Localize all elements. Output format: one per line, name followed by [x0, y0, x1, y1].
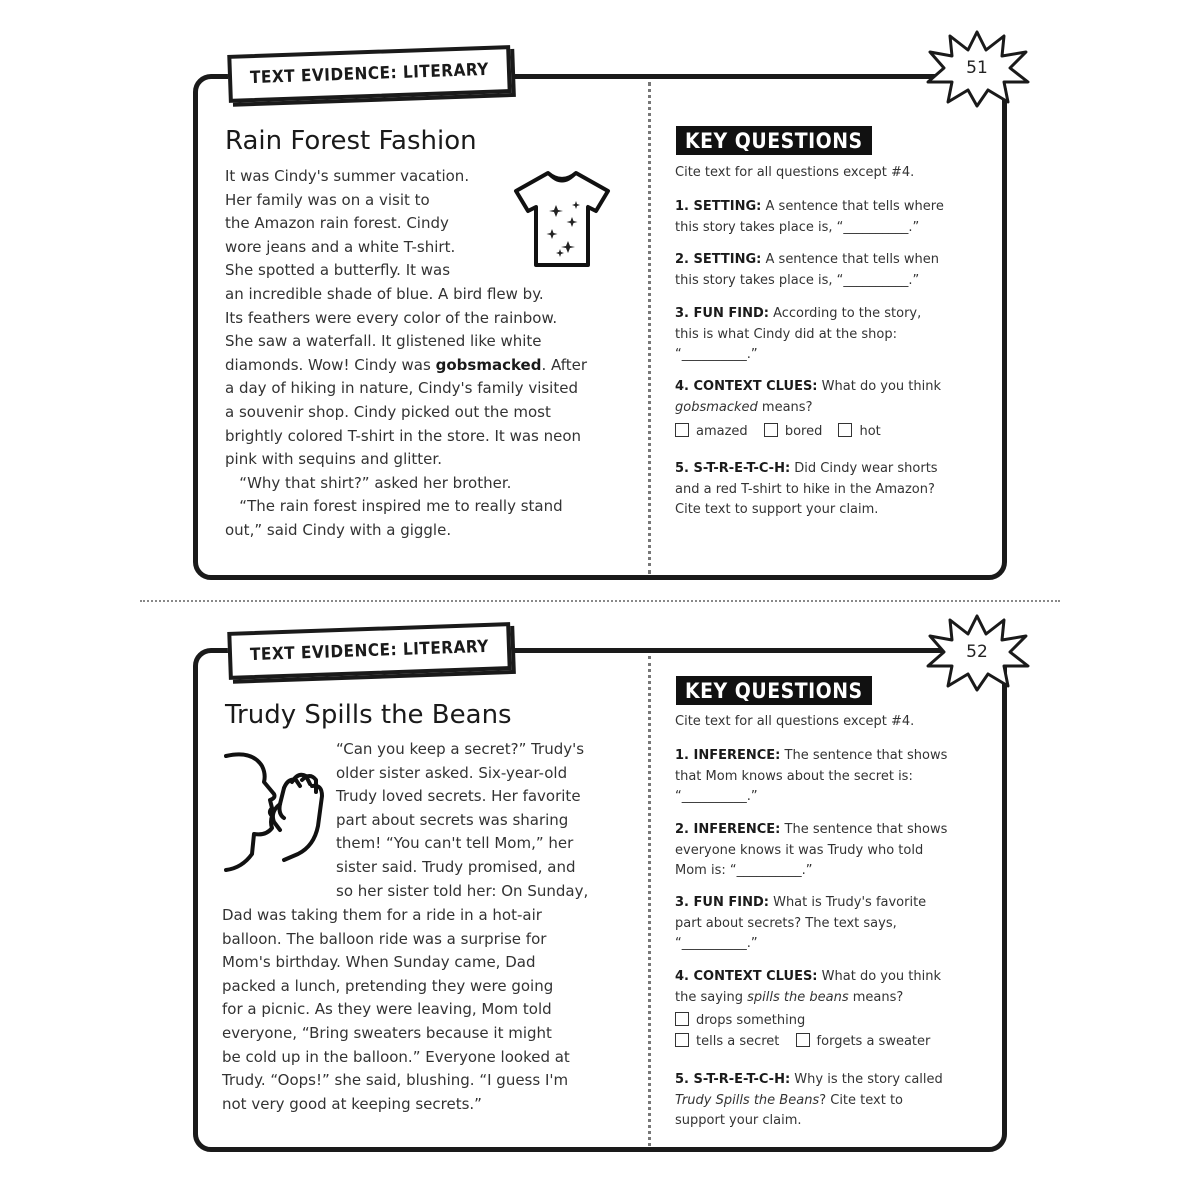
answer-option[interactable]: drops something [675, 1011, 805, 1032]
card-category-tag: TEXT EVIDENCE: LITERARY [227, 622, 511, 680]
answer-option[interactable]: forgets a sweater [796, 1032, 931, 1053]
story-line: She spotted a butterfly. It was [225, 261, 451, 280]
story-line: balloon. The balloon ride was a surprise for [222, 929, 547, 948]
card-number-badge [922, 612, 1032, 692]
story-line: so her sister told her: On Sunday, [336, 881, 589, 900]
card-category-tag: TEXT EVIDENCE: LITERARY [227, 45, 511, 103]
story-line: a souvenir shop. Cindy picked out the most [225, 402, 551, 421]
answer-option[interactable]: amazed [675, 422, 748, 443]
story-line: a day of hiking in nature, Cindy's family visited [225, 379, 578, 398]
card-number: 51 [966, 58, 988, 78]
question-4: 4. CONTEXT CLUES: What do you think gobsmacked means? amazed bored hot [675, 377, 941, 443]
story-line: Her family was on a visit to [225, 190, 430, 209]
story-line: older sister asked. Six-year-old [336, 763, 568, 782]
story-line: wore jeans and a white T-shirt. [225, 237, 456, 256]
checkbox[interactable] [838, 423, 852, 437]
story-line: Mom's birthday. When Sunday came, Dad [222, 953, 536, 972]
key-questions-heading: KEY QUESTIONS [676, 676, 872, 705]
question-1: 1. SETTING: A sentence that tells where this story takes place is, “__________.” [675, 199, 944, 235]
checkbox[interactable] [764, 423, 778, 437]
story-line: “Why that shirt?” asked her brother. [225, 473, 512, 492]
question-3: 3. FUN FIND: According to the story, this is what Cindy did at the shop: “__________.” [675, 306, 922, 362]
story-line: It was Cindy's summer vacation. [225, 167, 470, 185]
story-line: Dad was taking them for a ride in a hot-air [222, 906, 542, 924]
story-line: packed a lunch, pretending they were going [222, 976, 554, 995]
whisper-icon [222, 742, 330, 878]
question-3: 3. FUN FIND: What is Trudy's favorite part about secrets? The text says, “__________.” [675, 895, 927, 951]
vocab-word: gobsmacked [435, 355, 542, 374]
checkbox[interactable] [675, 1012, 689, 1026]
story-line: be cold up in the balloon.” Everyone looked at [222, 1047, 570, 1066]
story-line: pink with sequins and glitter. [225, 450, 442, 469]
card-number-badge [922, 28, 1032, 108]
answer-option[interactable]: tells a secret [675, 1032, 779, 1053]
story-line: “The rain forest inspired me to really stand [225, 497, 563, 516]
story-line: out,” said Cindy with a giggle. [225, 520, 452, 539]
card-number: 52 [966, 642, 988, 662]
story-line: diamonds. Wow! Cindy was gobsmacked. After [225, 355, 588, 374]
question-5: 5. S-T-R-E-T-C-H: Did Cindy wear shorts and a red T-shirt to hike in the Amazon? Cite text to support your claim. [675, 461, 938, 517]
column-divider [648, 656, 651, 1146]
story-line: Its feathers were every color of the rainbow. [225, 308, 558, 327]
story-title: Trudy Spills the Beans [225, 700, 512, 730]
column-divider [648, 82, 651, 574]
question-2: 2. SETTING: A sentence that tells when this story takes place is, “__________.” [675, 252, 940, 288]
story-text [225, 165, 587, 543]
question-1: 1. INFERENCE: The sentence that shows that Mom knows about the secret is: “__________.” [675, 748, 948, 804]
story-line: Trudy. “Oops!” she said, blushing. “I guess I'm [222, 1071, 569, 1090]
question-2: 2. INFERENCE: The sentence that shows everyone knows it was Trudy who told Mom is: “__________.” [675, 822, 948, 878]
story-title: Rain Forest Fashion [225, 126, 477, 156]
story-line: brightly colored T-shirt in the store. It was neon [225, 426, 582, 445]
story-line: “Can you keep a secret?” Trudy's [336, 740, 585, 758]
instruction-text: Cite text for all questions except #4. [675, 714, 915, 729]
checkbox[interactable] [675, 423, 689, 437]
story-text [222, 904, 570, 1116]
story-line: them! “You can't tell Mom,” her [336, 834, 574, 853]
answer-option[interactable]: hot [838, 422, 880, 443]
story-line: Trudy loved secrets. Her favorite [336, 787, 581, 806]
story-line: not very good at keeping secrets.” [222, 1094, 482, 1113]
story-line: She saw a waterfall. It glistened like white [225, 332, 542, 351]
checkbox[interactable] [675, 1033, 689, 1047]
instruction-text: Cite text for all questions except #4. [675, 165, 915, 180]
story-line: an incredible shade of blue. A bird flew by. [225, 284, 544, 303]
story-line: sister said. Trudy promised, and [336, 857, 576, 876]
story-text [336, 738, 588, 903]
question-4: 4. CONTEXT CLUES: What do you think the saying spills the beans means? drops something tells a secret forgets a sweater [675, 967, 942, 1052]
answer-option[interactable]: bored [764, 422, 823, 443]
key-questions-heading: KEY QUESTIONS [676, 126, 872, 155]
checkbox[interactable] [796, 1033, 810, 1047]
story-line: for a picnic. As they were leaving, Mom told [222, 1000, 552, 1019]
cut-line [140, 600, 1060, 602]
story-line: the Amazon rain forest. Cindy [225, 214, 449, 233]
story-line: part about secrets was sharing [336, 810, 569, 829]
story-line: everyone, “Bring sweaters because it might [222, 1023, 552, 1042]
question-5: 5. S-T-R-E-T-C-H: Why is the story called Trudy Spills the Beans? Cite text to support your claim. [675, 1072, 943, 1128]
